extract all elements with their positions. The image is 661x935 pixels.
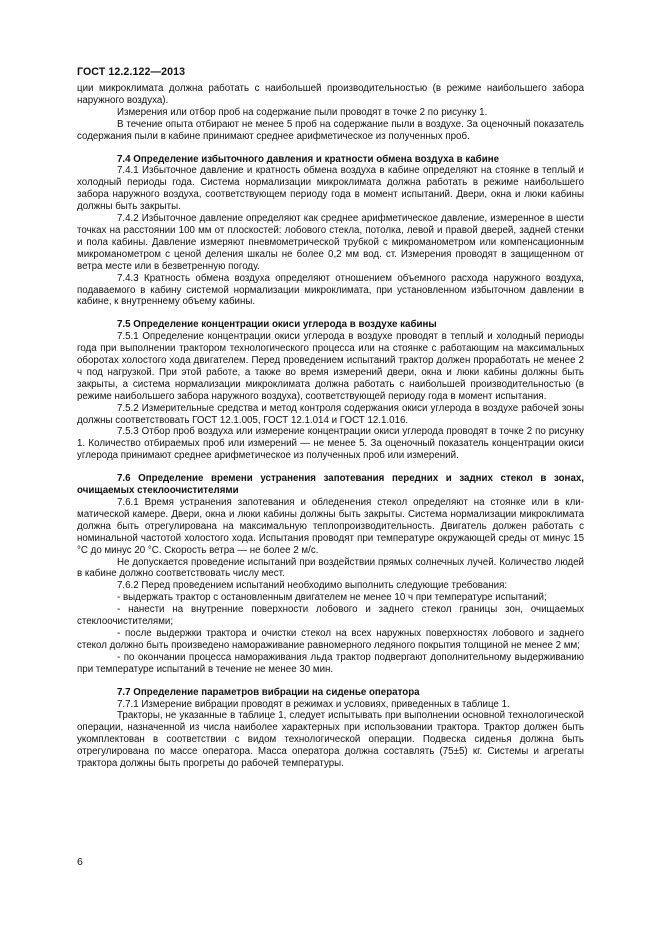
paragraph-7-6-1: 7.6.1 Время устранения запотевания и обледенения стекол определяют на стоянке или в климатической камере. Двери, окна и люки кабины должны быть закрыты. Система нормализации микроклимата должна быть отрегулирована на максимальную теплопроизводительность. Двигатель должен работать с номинальной частотой холостого хода. Испытания проводят при температуре окружающей среды от минус 15 °С до минус 20 °С. Скорость ветра — не более 2 м/с. [77,497,584,556]
paragraph-7-5-2: 7.5.2 Измерительные средства и метод контроля содержания окиси углерода в воздухе рабочей зоны должны соответствовать ГОСТ 12.1.005, ГОСТ 12.1.014 и ГОСТ 12.1.016. [77,402,584,426]
section-7-4-heading: 7.4 Определение избыточного давления и кратности обмена воздуха в кабине [117,153,500,165]
section-7-7-heading: 7.7 Определение параметров вибрации на сиденье оператора [117,686,420,698]
requirement-item: - после выдержки трактора и очистки стекол на всех наружных поверхностях лобового и заднего стекол должно быть произведено намораживание равномерного ледяного покрытия толщиной не менее 2 мм; [77,627,584,651]
intro-paragraph-1: ции микроклимата должна работать с наибольшей производительностью (в режиме наибольшего забора наружного воздуха). [77,83,584,106]
paragraph-7-5-3: 7.5.3 Отбор проб воздуха или измерение концентрации окиси углерода проводят в точке 2 по рисунку 1. Количество отбираемых проб или измерений — не менее 5. За оценочный показатель концентрации окиси углерода принимают среднее арифметическое из полученных проб или измерений. [77,426,584,462]
paragraph-7-5-1: 7.5.1 Определение концентрации окиси углерода в воздухе проводят в теплый и холодный периоды года при выполнении трактором технологического процесса или на стоянке с работающим на максимальных оборотах холостого хода двигателем. Перед проведением испытаний трактор должен проработать не менее 2 ч под нагрузкой. При этой работе, а также во время измерений двери, окна и люки кабины должны быть закрыты, а система нормализации микроклимата должна работать с наибольшей производительностью (в режиме наибольшего забора наружного воздуха), соответствующей периоду года в момент испытания. [77,331,584,402]
standard-header: ГОСТ 12.2.122—2013 [77,66,186,78]
section-7-6-heading: 7.6 Определение времени устранения запотевания передних и задних стекол в зонах, очищаемых стеклоочистителями [77,473,584,497]
paragraph-7-4-2: 7.4.2 Избыточное давление определяют как среднее арифметическое давление, измеренное в шести точках на расстоянии 100 мм от плоскостей: лобового стекла, потолка, левой и правой дверей, задней стенки и пола кабины. Давление измеряют пневмометрической трубкой с микроманометром или компенсационным микроманометром с ценой деления шкалы не более 0,2 мм вод. ст. Измерения проводят в защищенном от ветра месте или в безветренную погоду. [77,213,584,272]
intro-paragraph-3: В течение опыта отбирают не менее 5 проб на содержание пыли в воздухе. За оценочный показатель содержания пыли в кабине принимают среднее арифметическое из полученных проб. [77,118,584,142]
section-7-5-heading: 7.5 Определение концентрации окиси углерода в воздухе кабины [117,319,437,331]
page-number: 6 [77,856,83,868]
requirement-item: - по окончании процесса намораживания льда трактор подвергают дополнительному выдерживанию при температуре испытаний в течение не менее 30 мин. [77,651,584,675]
intro-paragraph-2: Измерения или отбор проб на содержание пыли проводят в точке 2 по рисунку 1. [117,106,488,118]
requirement-item: - выдержать трактор с остановленным двигателем не менее 10 ч при температуре испытаний; [117,592,547,604]
paragraph-7-6-1-note: Не допускается проведение испытаний при воздействии прямых солнечных лучей. Количество людей в кабине должно соответствовать числу мест. [77,556,584,580]
paragraph-7-7-1-note: Тракторы, не указанные в таблице 1, следует испытывать при выполнении основной технологической операции, назначенной из числа наиболее характерных при использовании трактора. Трактор должен быть укомплектован в соответствии с видом технологической операции. Подвеска сиденья должна быть отрегулирована по массе оператора. Масса оператора должна составлять (75±5) кг. Системы и агрегаты трактора должны быть прогреты до рабочей температуры. [77,710,584,770]
requirement-item: - нанести на внутренние поверхности лобового и заднего стекол границы зон, очищаемых стеклоочистителями; [77,604,584,628]
paragraph-7-4-1: 7.4.1 Избыточное давление и кратность обмена воздуха в кабине определяют на стоянке в теплый и холодный периоды года. Система нормализации микроклимата должна работать в режиме наибольшего забора наружного воздуха, соответствующем периоду года в момент испытаний. Двери, окна и люки кабины должны быть закрыты. [77,165,584,213]
page-body [77,83,584,770]
paragraph-7-6-2: 7.6.2 Перед проведением испытаний необходимо выполнить следующие требования: [117,580,508,592]
paragraph-7-4-3: 7.4.3 Кратность обмена воздуха определяют отношением объемного расхода наружного воздуха, подаваемого в кабину системой нормализации микроклимата, при установленном избыточном давлении в кабине, к внутреннему объему кабины. [77,272,584,308]
paragraph-7-7-1: 7.7.1 Измерение вибрации проводят в режимах и условиях, приведенных в таблице 1. [117,698,510,710]
